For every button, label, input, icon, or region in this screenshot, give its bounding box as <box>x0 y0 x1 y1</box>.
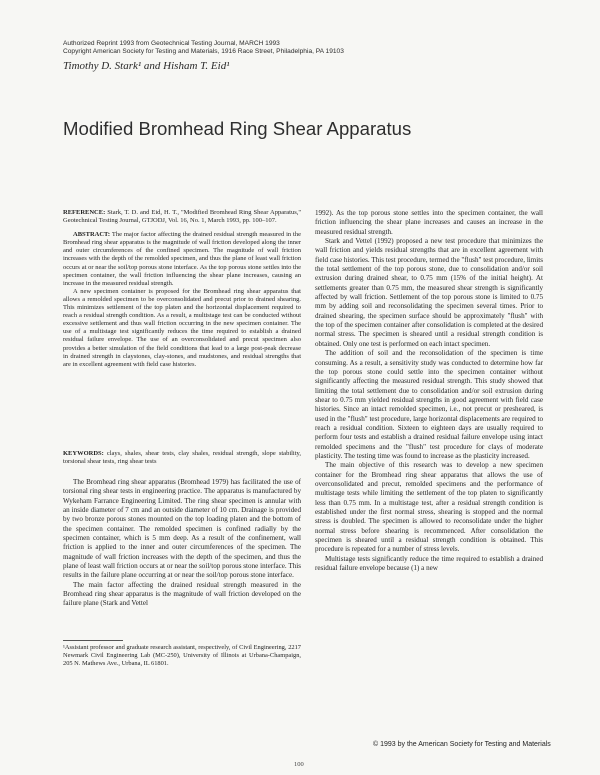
body-paragraph: The Bromhead ring shear apparatus (Bromhead 1979) has facilitated the use of torsional ring shear tests in engineering practice. The apparatus is manufactured by Wykeham Farrance Engineering Limited. The ring shear specimen is annular with an inside diameter of 7 cm and an outside diameter of 10 cm. Drainage is provided by two bronze porous stones mounted on the top loading platen and the bottom of the specimen container. The remolded specimen is confined radially by the specimen container, which is 5 mm deep. As a result of the confinement, wall friction is applied to the inner and outer circumferences of the specimen. The magnitude of wall friction increases with the depth of the specimen, and thus the plane of least wall friction occurs at or near the soil/top porous stone interface. This results in the failure plane occurring at or near the soil/top porous stone interface. <box>63 478 301 580</box>
body-paragraph: The main objective of this research was to develop a new specimen container for the Bromhead ring shear apparatus that allows the use of overconsolidated and precut, remolded specimens and the performance of multistage tests while limiting the settlement of the top platen to significantly less than 0.75 mm. In a multistage test, after a residual strength condition is established under the first normal stress, shearing is stopped and the normal stress is doubled. The specimen is allowed to reconsolidate under the higher normal stress before shearing is recommenced. After consolidation the specimen is sheared until a residual strength condition is obtained. This procedure is repeated for a number of stress levels. <box>315 461 543 554</box>
abstract-label: ABSTRACT: <box>73 231 111 239</box>
reference-text: Stark, T. D. and Eid, H. T., "Modified Bromhead Ring Shear Apparatus," Geotechnical Testing Journal, GTJODJ, Vol. 16, No. 1, March 1993, pp. 100–107. <box>63 209 301 225</box>
footnote: ¹Assistant professor and graduate research assistant, respectively, of Civil Engineering, 2217 Newmark Civil Engineering Lab (MC-250), University of Illinois at Urbana-Champaign, 205 N. Mathews Ave., Urbana, IL 61801. <box>63 644 301 667</box>
reprint-line: Authorized Reprint 1993 from Geotechnical Testing Journal, MARCH 1993 <box>63 40 280 47</box>
reference-label: REFERENCE: <box>63 209 106 216</box>
abstract-text-1: The major factor affecting the drained residual strength measured in the Bromhead ring shear apparatus is the magnitude of wall friction developed along the inner and outer circumferences of the confined specimen. The magnitude of wall friction increases with the depth of the remolded specimen, and thus the plane of least wall friction occurs at or near the soil/top porous stone interface. As the top porous stone settles into the specimen container, the wall friction influencing the shear plane increases, causing an increase in the measured residual strength. <box>63 231 301 287</box>
copyright-line: Copyright American Society for Testing and Materials, 1916 Race Street, Philadelphia, PA 19103 <box>63 48 344 56</box>
body-paragraph: The addition of soil and the reconsolidation of the specimen is time consuming. As a result, a sensitivity study was conducted to determine how far the top porous stone could settle into the specimen container without significantly affecting the measured residual strength. This study showed that limiting the total settlement due to consolidation and/or soil extrusion during shear to 0.75 mm yielded residual strengths in good agreement with field case histories. Since an intact remolded specimen, i.e., not precut or presheared, is used in the "flush" test procedure, large horizontal displacements are required to reach a residual condition. Sixteen to eighteen days are usually required to perform four tests and establish a drained residual failure envelope using intact remolded specimens and the "flush" test procedure for clays of moderate plasticity. The testing time was found to increase as the plasticity increased. <box>315 349 543 460</box>
body-paragraph: The main factor affecting the drained residual strength measured in the Bromhead ring shear apparatus is the magnitude of wall friction developed on the failure plane (Stark and Vettel <box>63 580 301 608</box>
authors: Timothy D. Stark¹ and Hisham T. Eid¹ <box>63 60 230 72</box>
body-paragraph: 1992). As the top porous stone settles into the specimen container, the wall friction influencing the shear plane increases and causes an increase in the measured residual strength. <box>315 209 543 236</box>
keywords-text: clays, shales, shear tests, clay shales, residual strength, slope stability, torsional shear tests, ring shear tests <box>63 450 301 466</box>
footnote-rule <box>63 640 123 641</box>
reprint-header <box>63 40 543 57</box>
body-left-column <box>63 478 301 609</box>
body-paragraph: Multistage tests significantly reduce the time required to establish a drained residual failure envelope because (1) a new <box>315 554 543 573</box>
keywords-label: KEYWORDS: <box>63 450 104 457</box>
copyright-notice: © 1993 by the American Society for Testing and Materials <box>373 741 551 748</box>
abstract-paragraph-1 <box>63 231 301 288</box>
reference-abstract-block <box>63 209 301 369</box>
abstract-paragraph-2: A new specimen container is proposed for the Bromhead ring shear apparatus that allows a remolded specimen to be overconsolidated and precut prior to drained shearing. This minimizes settlement of the top platen and the horizontal displacement required to reach a residual strength condition. As a result, a multistage test can be conducted without excessive settlement and thus wall friction occurring in the new specimen container. The use of a multistage test significantly reduces the time required to establish a drained residual failure envelope. The use of an overconsolidated and precut specimen also provides a better simulation of the field conditions that lead to a large post-peak decrease in drained strength in claystones, clay-stones, and mudstones, and residual strengths that are in excellent agreement with field case histories. <box>63 287 301 368</box>
page-number: 100 <box>294 761 304 768</box>
paper-title: Modified Bromhead Ring Shear Apparatus <box>63 118 412 139</box>
reference <box>63 209 301 225</box>
keywords <box>63 450 301 466</box>
body-paragraph: Stark and Vettel (1992) proposed a new test procedure that minimizes the wall friction and yields residual strengths that are in excellent agreement with field case histories. This test procedure, termed the "flush" test procedure, limits the total settlement of the top porous stone, due to consolidation and/or soil extrusion during drained shear, to 0.75 mm (15% of the initial height). At settlements greater than 0.75 mm, the measured shear strength is significantly affected by wall friction. Settlement of the top porous stone is limited to 0.75 mm by adding soil and reconsolidating the specimen several times. Prior to drained shearing, the specimen surface should be approximately "flush" with the top of the specimen container after consolidation is completed at the desired normal stress. The specimen is sheared until a residual strength condition is obtained. Only one test is performed on each intact specimen. <box>315 237 543 348</box>
body-right-column <box>315 209 543 573</box>
